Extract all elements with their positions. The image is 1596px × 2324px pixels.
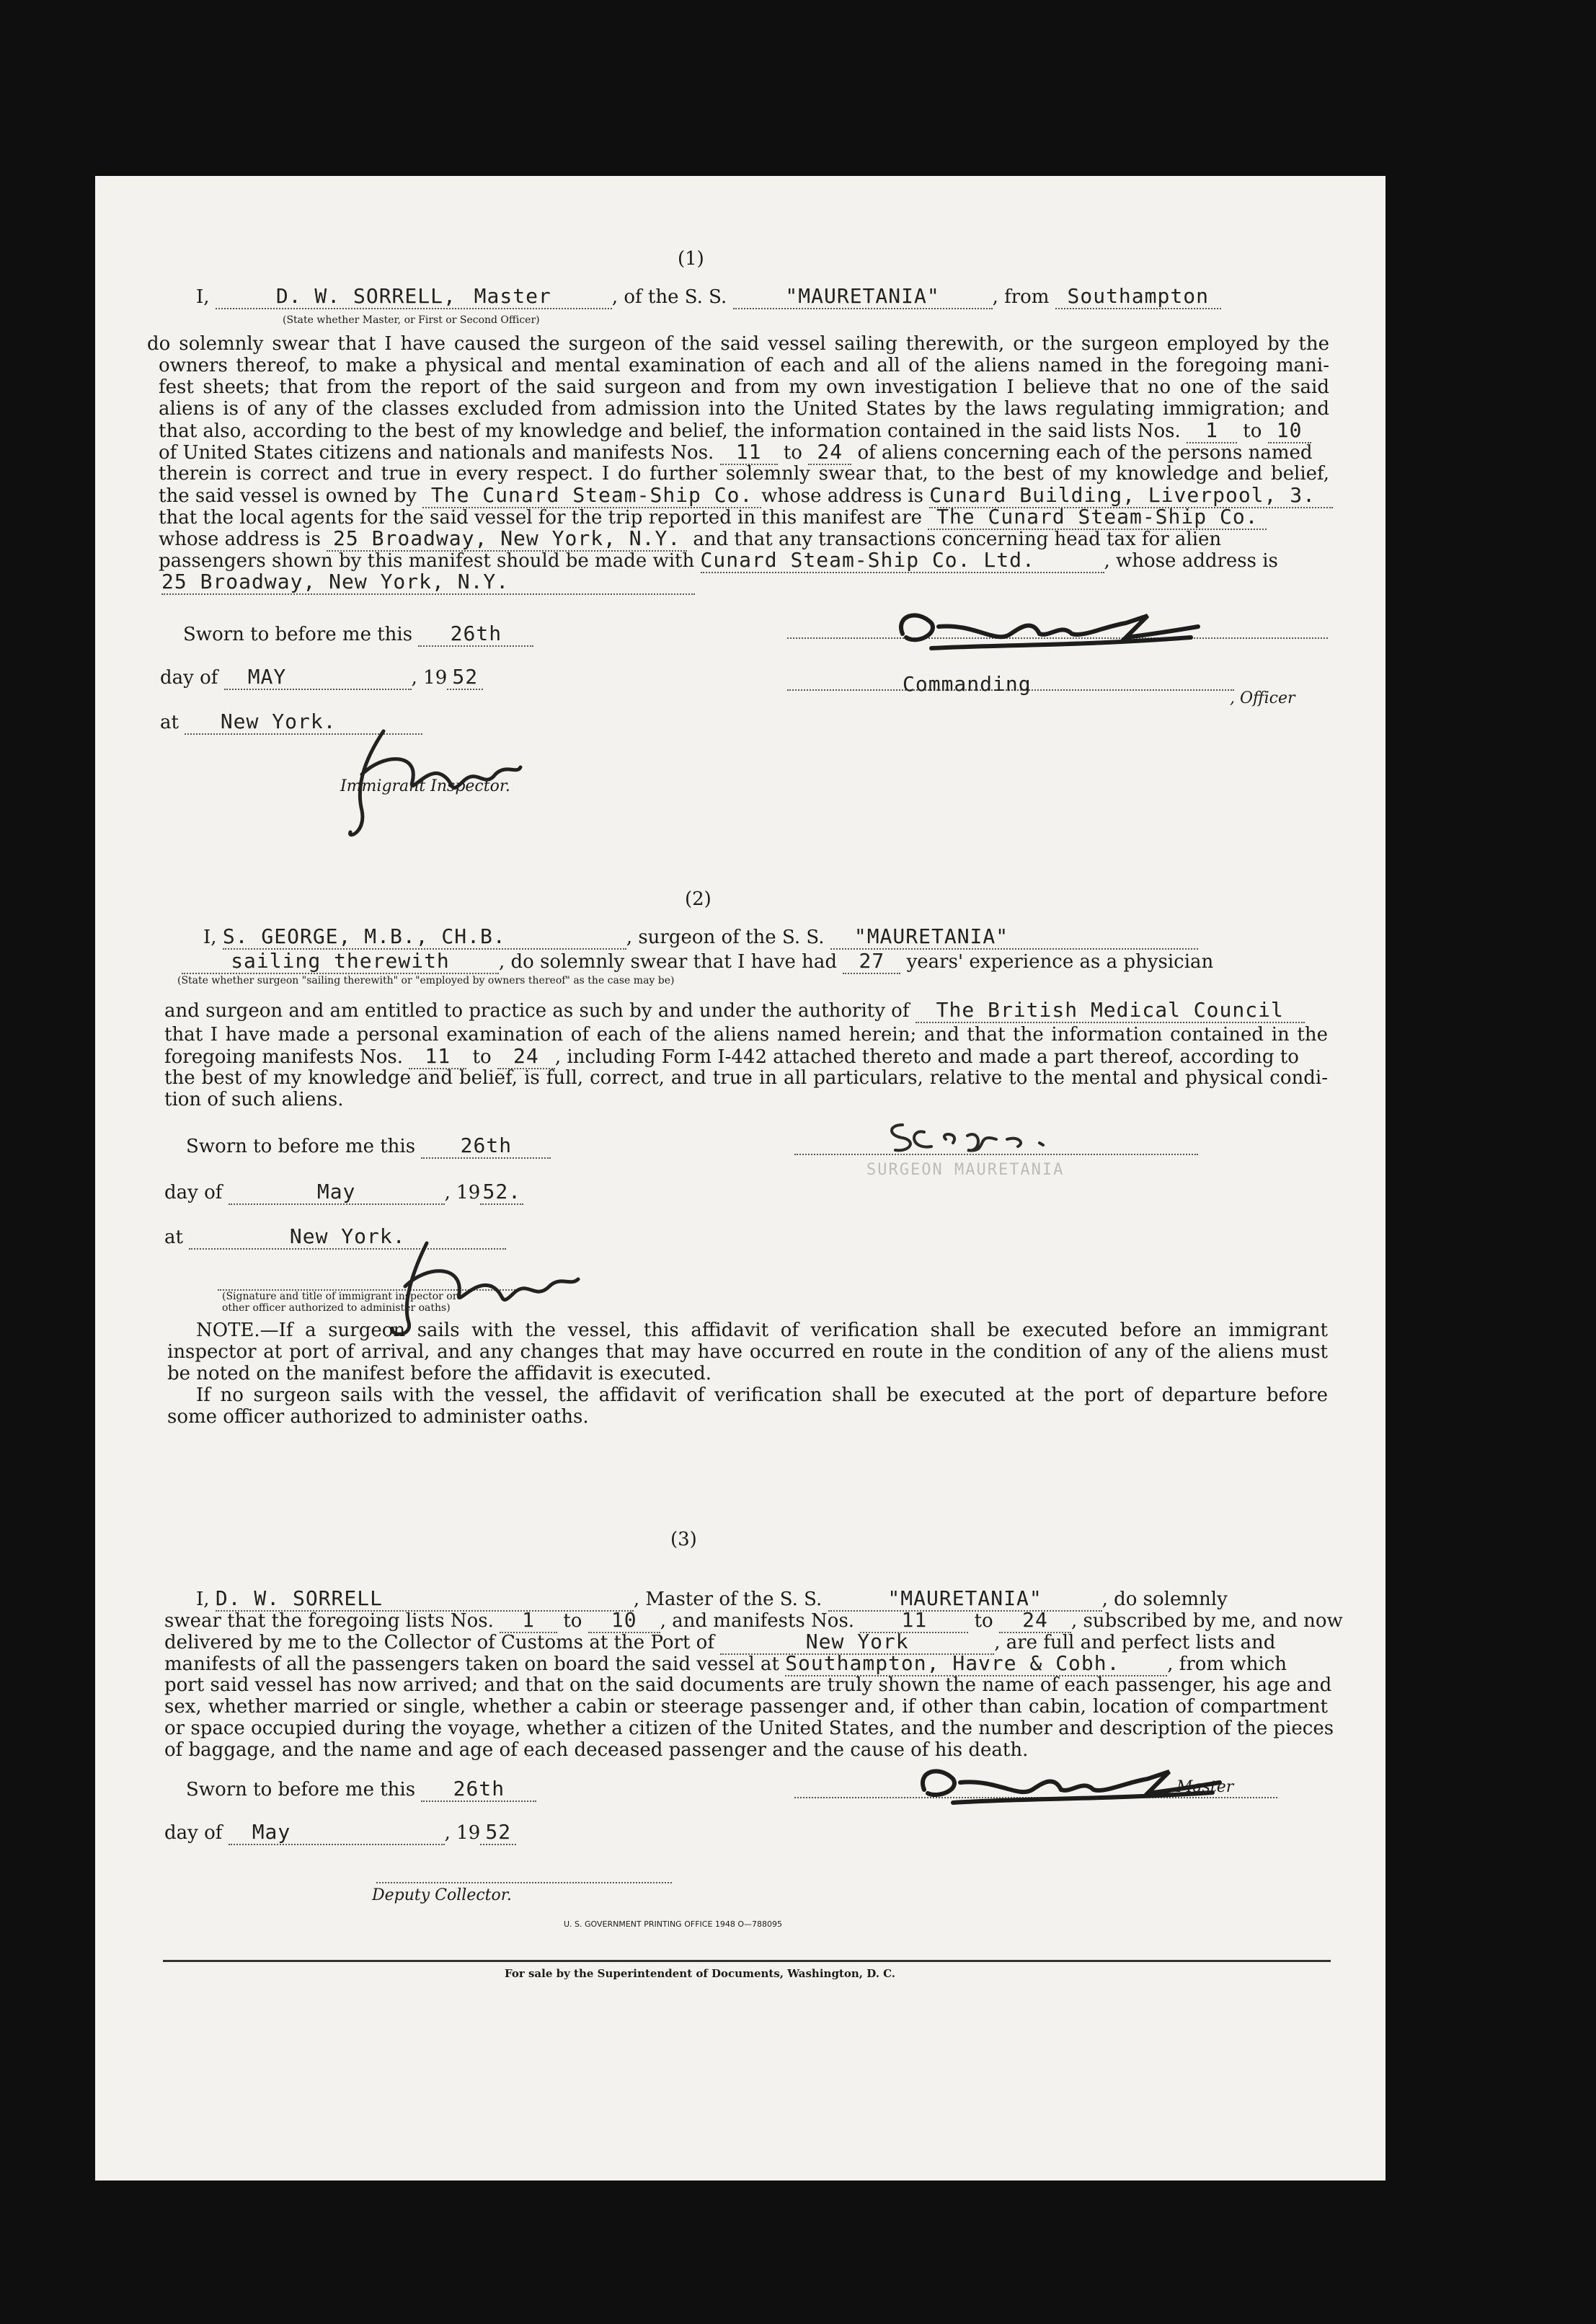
s1-line-9: [159, 506, 1267, 530]
s2-month-field: [229, 1181, 445, 1205]
s3-yr: 52: [485, 1820, 512, 1844]
for-sale-line: For sale by the Superintendent of Documents, Washington, D. C.: [505, 1967, 896, 1980]
s1-sworn-day: 26th: [450, 622, 502, 645]
s3-port: New York: [805, 1630, 909, 1653]
s3-lists-to: 10: [611, 1608, 637, 1632]
s2-to: to: [472, 1046, 492, 1068]
s1-state-note: (State whether Master, or First or Second Officer): [283, 314, 540, 326]
s3-to-2: to: [974, 1610, 993, 1632]
s3-line-4: [164, 1653, 1287, 1676]
s3-sworn-day: 26th: [453, 1777, 505, 1801]
s2-state-note: (State whether surgeon "sailing therewith" or "employed by owners thereof" as the case may be): [177, 975, 675, 986]
s3-line-2-tail: , subscribed by me, and now: [1070, 1610, 1343, 1632]
s2-line-1-text: and surgeon and am entitled to practice as such by and under the authority of: [164, 1000, 910, 1022]
s2-line-sailing: [182, 950, 1213, 974]
s3-vessel-field: [828, 1588, 1102, 1612]
s1-headtax-field: [701, 549, 1104, 573]
s1-month-field: [224, 666, 412, 690]
s1-officer-caption: , Officer: [1230, 689, 1295, 707]
s1-of-ss: , of the S. S.: [611, 286, 727, 308]
s2-day-of: day of: [164, 1182, 223, 1203]
s1-day-of: day of: [160, 667, 218, 689]
s1-vessel-field: [733, 286, 993, 309]
s1-agents-address: 25 Broadway, New York, N.Y.: [333, 526, 681, 550]
s1-line-11-tail: , whose address is: [1104, 550, 1278, 572]
s1-line-6-tail: of aliens concerning each of the persons named: [857, 442, 1313, 464]
s2-place: New York.: [289, 1224, 406, 1248]
s1-master-name: D. W. SORRELL,: [275, 284, 456, 308]
s3-master-field: [216, 1588, 634, 1612]
s1-yr-field: [447, 666, 483, 690]
s2-years: 27: [859, 949, 885, 973]
s2-sworn-line: [186, 1135, 551, 1159]
s1-inspector-caption: Immigrant Inspector.: [340, 777, 510, 795]
s1-lists-to: 10: [1276, 418, 1303, 442]
s2-man-from-field: [409, 1046, 466, 1069]
s2-sworn-day-field: [421, 1135, 551, 1159]
s2-day-of-line: [164, 1181, 523, 1205]
s3-line-4-tail: , from which: [1167, 1653, 1287, 1675]
s3-lists-to-field: [588, 1609, 660, 1633]
s1-line-10-tail: and that any transactions concerning head tax for alien: [693, 529, 1222, 550]
s2-line-2: that I have made a personal examination of each of the aliens named herein; and that the information contained in the: [164, 1024, 1328, 1046]
s1-headtax: Cunard Steam-Ship Co. Ltd.: [700, 548, 1035, 572]
s1-line-12: [161, 571, 695, 595]
s1-from: , from: [992, 286, 1050, 308]
gpo-imprint: U. S. GOVERNMENT PRINTING OFFICE 1948 O—788095: [564, 1919, 783, 1929]
s3-line-4-text: manifests of all the passengers taken on board the said vessel at: [164, 1653, 779, 1675]
s2-line-3-text: foregoing manifests Nos.: [164, 1046, 403, 1068]
s1-yr: 52: [452, 665, 479, 689]
section-3-number: (3): [670, 1529, 697, 1550]
s2-yr-prefix: , 19: [444, 1182, 481, 1203]
s1-man-to: 24: [817, 440, 843, 464]
s1-man-from-field: [720, 441, 778, 465]
s1-agents-address-field: [327, 528, 687, 552]
s3-sworn-text: Sworn to before me this: [186, 1779, 416, 1801]
s1-sworn-text: Sworn to before me this: [183, 624, 413, 645]
s3-swear: , do solemnly: [1101, 1589, 1228, 1610]
s2-line-header: [203, 926, 1198, 950]
s3-lists-from-field: [500, 1609, 557, 1633]
s2-i: I,: [203, 927, 217, 948]
s2-yr: 52.: [482, 1180, 522, 1203]
s1-port-from: Southampton: [1067, 284, 1209, 308]
s3-master-name: D. W. SORRELL: [215, 1586, 383, 1610]
s1-line-header: [196, 286, 1328, 309]
s1-line-7: therein is correct and true in every respect. I do further solemnly swear that, to the best of my knowledge and belief,: [159, 463, 1329, 485]
s1-line-10: [159, 528, 1221, 552]
s3-vessel: "MAURETANIA": [887, 1586, 1042, 1610]
s3-master-caption: , Master: [1166, 1778, 1234, 1796]
s1-line-8-mid: whose address is: [761, 485, 923, 507]
s1-line-3: fest sheets; that from the report of the said surgeon and from my own investigation I believe that no one of the said: [159, 376, 1329, 398]
s1-lists-from-field: [1187, 420, 1237, 443]
s3-line-6: sex, whether married or single, whether a cabin or steerage passenger and, if other than cabin, location of compartment: [164, 1696, 1328, 1718]
s2-at: at: [164, 1227, 183, 1248]
s3-sworn-day-field: [421, 1778, 536, 1802]
s1-line-5-text: that also, according to the best of my knowledge and belief, the information contained in the said lists Nos.: [159, 420, 1181, 442]
s1-commanding: Commanding: [903, 672, 1032, 696]
s2-line-3: [164, 1046, 1299, 1069]
s3-lists-from: 1: [522, 1608, 536, 1632]
s3-line-2: [164, 1609, 1343, 1633]
s1-master-signature: [888, 594, 1220, 659]
s3-month-field: [229, 1821, 445, 1845]
s1-lists-from: 1: [1205, 418, 1218, 442]
s2-authority-field: [916, 999, 1305, 1023]
s2-note-2: inspector at port of arrival, and any changes that may have occurred en route in the condition of any of the aliens must: [167, 1341, 1328, 1363]
s1-agents-field: [928, 506, 1267, 530]
s2-man-to-field: [497, 1046, 555, 1069]
s3-day-of-line: [164, 1821, 516, 1845]
s2-note-4: If no surgeon sails with the vessel, the affidavit of verification shall be executed at the port of departure before: [196, 1384, 1328, 1406]
s3-line-header: [196, 1588, 1228, 1612]
s3-yr-field: [480, 1821, 516, 1845]
s2-sworn-text: Sworn to before me this: [186, 1136, 416, 1157]
s1-line-5: [159, 420, 1311, 443]
s1-line-6-text: of United States citizens and nationals and manifests Nos.: [159, 442, 714, 464]
s3-ports-field: [785, 1653, 1167, 1676]
s1-to-2: to: [783, 442, 802, 464]
s2-surgeon-signature: [881, 1110, 1068, 1161]
s3-line-5: port said vessel has now arrived; and that on the said documents are truly shown the name of each passenger, his age and: [164, 1674, 1332, 1696]
s3-man-to: 24: [1022, 1608, 1048, 1632]
s1-i: I,: [196, 286, 210, 308]
document-page: [95, 176, 1386, 2181]
s2-note-1-text: —If a surgeon sails with the vessel, this affidavit of verification shall be executed before an immigrant: [260, 1320, 1328, 1341]
s2-line-4: the best of my knowledge and belief, is full, correct, and true in all particulars, relative to the mental and physical condi-: [164, 1067, 1328, 1089]
s2-vessel-field: [830, 926, 1198, 950]
s1-headtax-address-field: [161, 571, 695, 595]
s2-years-field: [843, 950, 900, 974]
s3-man-to-field: [999, 1609, 1071, 1633]
s2-note-1: [196, 1320, 1328, 1341]
s3-to: to: [563, 1610, 582, 1632]
footer-rule: [163, 1960, 1331, 1962]
s2-sig-note-2: other officer authorized to administer oaths): [222, 1302, 451, 1314]
s3-line-2-mid: , and manifests Nos.: [660, 1610, 855, 1632]
s3-line-3-tail: , are full and perfect lists and: [994, 1632, 1276, 1653]
s1-port-field: [1055, 286, 1221, 309]
s3-deputy-line: [376, 1882, 672, 1883]
s2-man-from: 11: [425, 1044, 451, 1068]
s1-master-field: [216, 286, 612, 309]
s1-to: to: [1243, 420, 1262, 442]
s1-owner: The Cunard Steam-Ship Co.: [430, 483, 753, 507]
s3-man-from: 11: [901, 1608, 928, 1632]
s3-master-of: , Master of the S. S.: [633, 1589, 823, 1610]
s1-headtax-address: 25 Broadway, New York, N.Y.: [161, 570, 510, 593]
s2-line-3-tail: , including Form I-442 attached thereto and made a part thereof, according to: [554, 1046, 1299, 1068]
s2-sailing: sailing therewith: [231, 949, 450, 973]
s1-place: New York.: [220, 710, 337, 733]
s1-line-6: [159, 441, 1313, 465]
s1-inspector-signature: [340, 724, 542, 847]
s1-man-from: 11: [735, 440, 762, 464]
s1-line-2: owners thereof, to make a physical and mental examination of each and all of the aliens named in the foregoing mani-: [159, 355, 1329, 376]
s1-lists-to-field: [1268, 420, 1311, 443]
s2-years-text: years' experience as a physician: [906, 951, 1214, 973]
s3-line-8: of baggage, and the name and age of each deceased passenger and the cause of his death.: [164, 1739, 1029, 1761]
s1-yr-prefix: , 19: [411, 667, 448, 689]
s2-surgeon-name: S. GEORGE, M.B., CH.B.: [222, 924, 506, 948]
s1-owner-address: Cunard Building, Liverpool, 3.: [929, 483, 1316, 507]
s2-yr-field: [480, 1181, 523, 1205]
s1-owner-field: [422, 485, 761, 508]
s3-month: May: [252, 1820, 291, 1844]
s2-sig-note-1: (Signature and title of immigrant inspector or: [222, 1291, 458, 1302]
s2-month: May: [316, 1180, 356, 1203]
s3-line-7: or space occupied during the voyage, whether a citizen of the United States, and the number and description of the pieces: [164, 1718, 1334, 1739]
section-1-number: (1): [678, 248, 704, 270]
s3-i: I,: [196, 1589, 210, 1610]
s2-sailing-field: [182, 950, 499, 974]
s2-line-5: tion of such aliens.: [164, 1089, 344, 1110]
s1-agents: The Cunard Steam-Ship Co.: [936, 505, 1259, 529]
s3-sworn-line: [186, 1778, 536, 1802]
s3-line-2-text: swear that the foregoing lists Nos.: [164, 1610, 494, 1632]
s1-line-11-text: passengers shown by this manifest should be made with: [159, 550, 695, 572]
s1-line-4: aliens is of any of the classes excluded from admission into the United States by the laws regulating immigration; and: [159, 398, 1329, 420]
s2-surgeon-stamp: SURGEON MAURETANIA: [866, 1161, 1065, 1179]
section-2-number: (2): [685, 888, 711, 910]
s1-month: MAY: [247, 665, 287, 689]
s3-deputy-caption: Deputy Collector.: [372, 1886, 512, 1904]
s2-surgeon-of: , surgeon of the S. S.: [626, 927, 825, 948]
s1-at: at: [160, 712, 179, 733]
s1-line-1: do solemnly swear that I have caused the surgeon of the said vessel sailing therewith, or the surgeon employed by the: [147, 333, 1329, 355]
s1-line-10-text: whose address is: [159, 529, 321, 550]
s3-line-3-text: delivered by me to the Collector of Customs at the Port of: [164, 1632, 714, 1653]
s1-sworn-day-field: [418, 623, 533, 647]
s1-line-8-text: the said vessel is owned by: [159, 485, 417, 507]
s1-master-rank: Master: [474, 284, 551, 308]
s3-day-of: day of: [164, 1822, 223, 1844]
s3-ports: Southampton, Havre & Cobh.: [785, 1651, 1120, 1675]
s2-sworn-day: 26th: [460, 1134, 513, 1157]
s3-yr-prefix: , 19: [444, 1822, 481, 1844]
s1-man-to-field: [808, 441, 851, 465]
s2-swear: , do solemnly swear that I have had: [499, 951, 838, 973]
s1-sworn-line: [183, 623, 533, 647]
s2-note-label: NOTE.: [196, 1320, 260, 1341]
s2-surgeon-field: [223, 926, 626, 950]
s2-man-to: 24: [513, 1044, 539, 1068]
s2-authority: The British Medical Council: [936, 998, 1284, 1022]
s2-note-5: some officer authorized to administer oaths.: [167, 1406, 589, 1428]
s1-line-9-text: that the local agents for the said vessel for the trip reported in this manifest are: [159, 507, 923, 529]
s2-note-3: be noted on the manifest before the affidavit is executed.: [167, 1363, 712, 1384]
s1-vessel: "MAURETANIA": [785, 284, 940, 308]
s1-day-of-line: [160, 666, 483, 690]
s2-line-1: [164, 999, 1305, 1023]
s2-vessel: "MAURETANIA": [854, 924, 1009, 948]
